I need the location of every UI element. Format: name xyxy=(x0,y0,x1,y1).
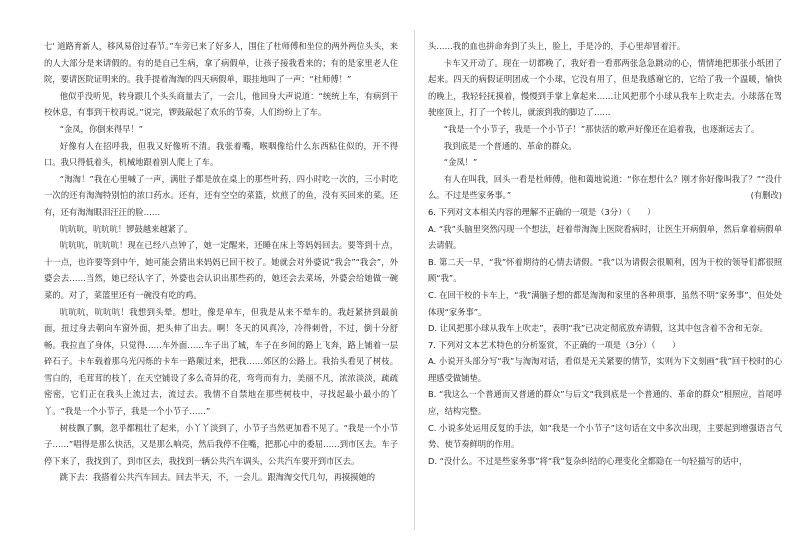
right-paragraph xyxy=(428,221,782,254)
paragraph-text: “我是一个小节子，我是一个小节子！”那快活的歌声好像还在追着我，也逐渐远去了。 xyxy=(443,123,760,134)
left-paragraph xyxy=(44,420,398,470)
left-paragraph xyxy=(44,469,398,486)
paragraph-text: A. 小说开头部分写“我”与淘淘对话，看似是无关紧要的情节，实则为下文刻画“我”回干校时的心理感受做铺垫。 xyxy=(428,356,782,383)
paragraph-text: 6. 下列对文本相关内容的理解不正确的一项是（3分）（ ） xyxy=(428,206,656,217)
right-paragraph xyxy=(428,337,782,354)
right-paragraph xyxy=(428,420,782,453)
left-paragraph xyxy=(44,38,398,88)
paragraph-text: 吭吭吭，吭吭吭！锣鼓越来越紧了。 xyxy=(59,223,193,234)
paragraph-text: D. “没什么。不过是些家务事”将“我”复杂纠结的心理变化全都隐在一句轻描写的话中， xyxy=(428,455,748,466)
left-paragraph xyxy=(44,88,398,121)
left-column xyxy=(44,38,398,486)
right-paragraph xyxy=(428,121,782,138)
paragraph-text: B. “我这么一个普通而又普通的群众”与后文“我到底是一个普通的、革命的群众”相照应，首尾呼应，结构完整。 xyxy=(428,389,782,417)
paragraph-text: 卡车又开动了。现在一切都晚了，我好看一看那两张急急跳动的心，情情地把那张小纸团了起来。四天的病假证明团成一个小球，它没有用了，但是我感谢它的，它给了我一个温暖，愉快的晚上，我轻轻抚摸着，慢慢到手掌上拿起来……让风把那个小球从我车上吹走去。小球落在驾驶座顶上，打了一个转儿，就滚到我的脚边了…… xyxy=(428,57,782,118)
paragraph-text: “金凤！” xyxy=(443,157,478,168)
paragraph-text: 头……我的血也拼命奔到了头上，脸上，手是冷的，手心里却冒着汗。 xyxy=(428,41,686,51)
left-paragraph xyxy=(44,237,398,303)
right-paragraph xyxy=(428,204,782,221)
paragraph-text: 树枝飘了飘，忽乎都粗壮了起来，小丫丫淡到了，小节子当然更加看不见了。“我是一个小节子……”唱得是那么快活，又是那么响亮，然后我停不住嘴，把那心中的委屈……到市区去。车子停下来了，我找到了，到市区去，我找到一辆公共汽车调头，公共汽车要开到市区去。 xyxy=(44,422,398,466)
right-paragraph xyxy=(428,386,782,419)
paragraph-text: 好像有人在招呼我，但我又好像听不清。我张着嘴，喉咽像给什么东西粘住似的，开不得口。我只得低着头，机械地跟着别人爬上了车。 xyxy=(44,140,398,168)
paragraph-text: 吭吭吭，吭吭吭！现在已经八点钟了，她一定醒来，还睡在床上等妈妈回去。要等到十点，十一点，也许要等到中午，她可能会猜出来妈妈已回干校了。她就会对外婆说“我会”“我会”，外婆会去……当然，她已经认字了，外婆也会认识出那些药的，她还会去菜场，外婆会给她做一碗菜的。对了，菜篮里还有一碗没有吃的鸡。 xyxy=(44,240,398,300)
right-paragraph xyxy=(428,320,782,337)
paragraph-text: 有人在叫我，回头一看是杜师傅，他和蔼地说道：“你在想什么？刚才你好像叫我了？”“没什么。不过是些家务事。” xyxy=(428,173,782,201)
right-paragraph xyxy=(428,287,782,320)
paragraph-text: D. 让风把那小球从我车上吹走”，表明“我”已决定彻底放弃请假，这其中包含着不舍和无奈。 xyxy=(428,323,768,334)
right-paragraph xyxy=(428,38,782,55)
left-paragraph xyxy=(44,171,398,221)
paragraph-text: 吭吭吭，吭吭吭！我想到头晕。想吐，像是单车，但我是从来不晕车的。我赶紧挤到最前面，扭过身去朝向车窗外面，把头伸了出去。啊！冬天的风真冷，冷得刺骨，不过，倒十分舒畅。我拉直了身体，只觉得……车外面……车子出了城，车子在乡间的路上飞奔，路上铺着一层碎石子。卡车载着那乌光闪烁的卡车一路颠过来，把我……郊区的公路上。我抬头看见了树枝。雪白的，毛茸茸的枝丫，在天空铺设了多么奇异的花，弯弯而有力，美丽不凡，浓浓淡淡，疏疏密密，它们正在我头上流过去，流过去。我情不自禁地在那些树枝中，寻找起最小最小的丫丫。“我是一个小节子，我是一个小节子……” xyxy=(44,306,398,417)
right-paragraph xyxy=(428,171,782,204)
paragraph-text: 我到底是一个普通的、革命的群众。 xyxy=(443,140,577,151)
paragraph-text: A. “我”头脑里突然闪现一个想法，赶着带淘淘上医院看病时，让医生开病假单，然后拿着病假单去请假。 xyxy=(428,223,782,251)
right-paragraph xyxy=(428,154,782,171)
left-paragraph xyxy=(44,221,398,238)
right-paragraph xyxy=(428,55,782,121)
right-paragraph xyxy=(428,254,782,287)
paragraph-text: B. 第二天一早，“我”怀着期待的心情去请假。“我”以为请假会很顺利，因为干校的领导们都很照顾“我”。 xyxy=(428,256,782,284)
column-divider xyxy=(414,30,415,530)
right-paragraph xyxy=(428,353,782,386)
paragraph-text: 七' 道路育新人，移风易俗过春节。”车旁已来了好多人，围住了杜师傅和坐位的两外两位头头，来的人大部分是来请假的。有的是自己生病，拿了病假单，让孩子接我看来的；有的是家里老人住院，要请医院证明来的。我手提着淘淘的四天病假单，眼挂地叫了一声：“杜师傅！” xyxy=(44,41,398,85)
left-paragraph xyxy=(44,121,398,138)
paragraph-text: C. 小说多处运用反复的手法，如“我是一个小节子”这句话在文中多次出现，主要起到增强语言气势、使节奏鲜明的作用。 xyxy=(428,422,782,450)
paragraph-text: “淘淘！”我在心里喊了一声，满肚子都是放在桌上的那些叶药，四小时吃一次的，三小时吃一次的还有淘淘特别怕的浓口药水。还有，还有空空的菜篮，炊煎了的鱼，没有买回来的菜。还有，还有淘淘眼泪汪汪的脸…… xyxy=(44,173,398,217)
right-paragraph xyxy=(428,453,782,470)
paragraph-text: 跳下去：我搭着公共汽车回去。回去半天，不，一会儿。跟淘淘交代几句，再摸摸她的 xyxy=(59,472,376,483)
paragraph-text: 7. 下列对文本艺术特色的分析鉴赏，不正确的一项是（3分）（ ） xyxy=(428,339,681,350)
source-note: (有删改) xyxy=(750,190,782,201)
right-column xyxy=(428,38,782,469)
paragraph-text: 他似乎没听见，转身跟几个头头商量去了，一会儿，他回身大声说道：“统统上车，有病到干校休息，有事到干校再说。”说完，锣鼓敲起了欢乐的节奏，人们纷纷上了车。 xyxy=(44,90,398,118)
left-paragraph xyxy=(44,138,398,171)
paragraph-text: C. 在回干校的卡车上，“我”满脑子想的都是淘淘和家里的各种琐事，虽然不明“家务事”，但处处体现“家务事”。 xyxy=(428,289,782,317)
right-paragraph xyxy=(428,138,782,155)
paragraph-text: “金凤，你倒来得早！” xyxy=(59,123,144,134)
left-paragraph xyxy=(44,304,398,420)
